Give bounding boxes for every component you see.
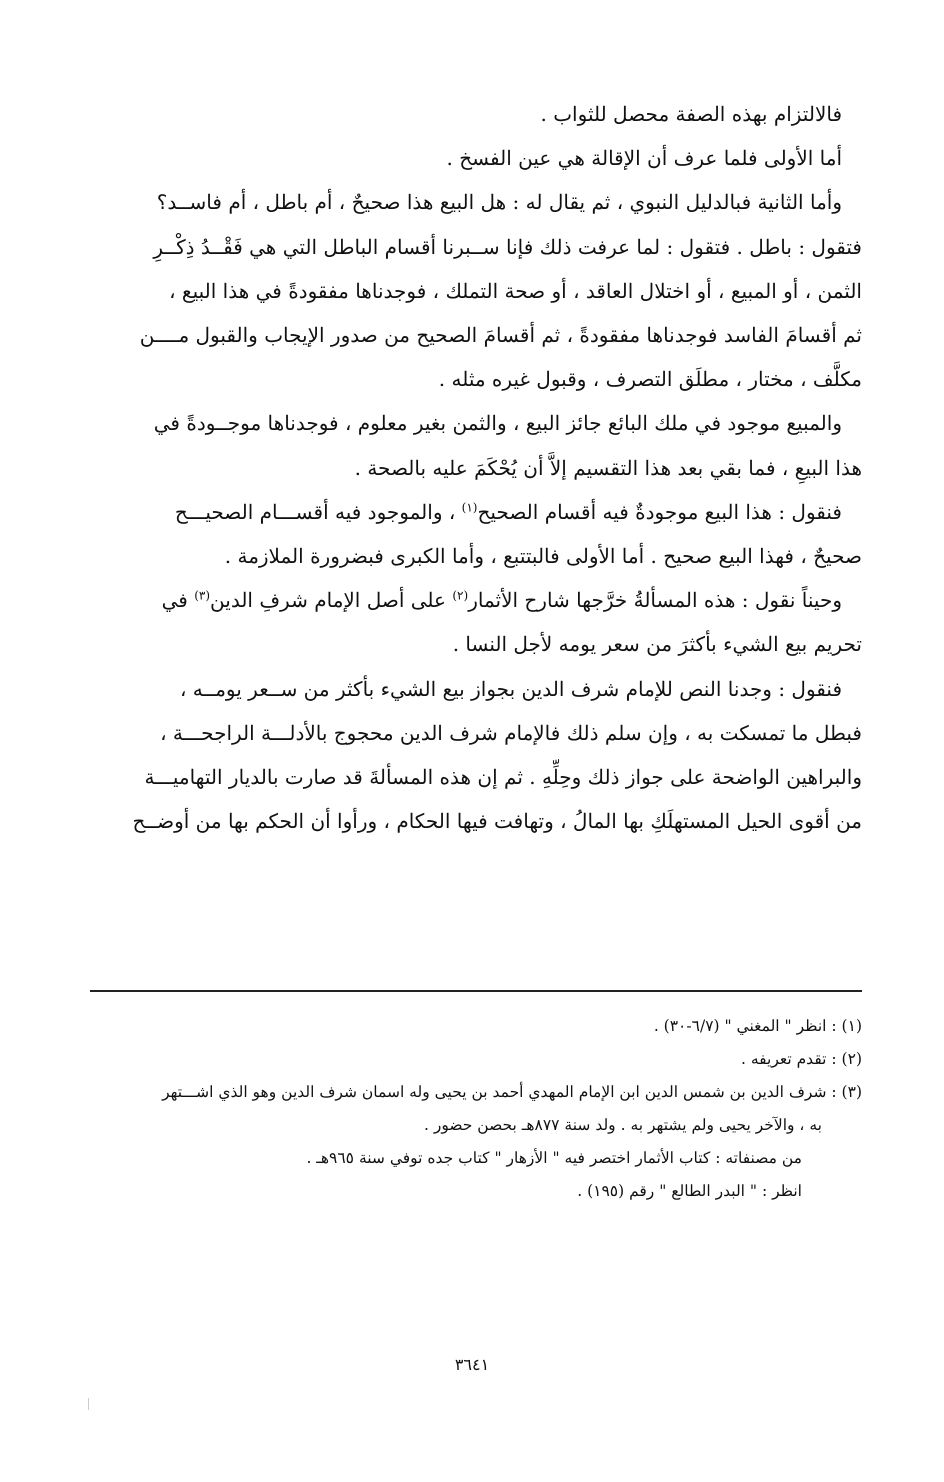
paragraph-line: صحيحٌ ، فهذا البيع صحيح . أما الأولى فالبتتبع ، وأما الكبرى فبضرورة الملازمة . bbox=[224, 544, 862, 569]
footnote-separator bbox=[90, 990, 862, 992]
paragraph-line: والمبيع موجود في ملك البائع جائز البيع ، والثمن بغير معلوم ، فوجدناها موجــودةً في bbox=[153, 411, 842, 436]
footnote-3-source: انظر : " البدر الطالع " رقم (١٩٥) . bbox=[577, 1182, 802, 1200]
text-span: على أصل الإمام شرفِ الدين bbox=[210, 588, 453, 613]
footnote-3-continued: به ، والآخر يحيى ولم يشتهر به . ولد سنة ٨٧٧هـ بحصن حضور . bbox=[424, 1116, 822, 1134]
paragraph-line: والبراهين الواضحة على جواز ذلك وحِلِّهِ . ثم إن هذه المسألةَ قد صارت بالديار التهاميـــة bbox=[144, 765, 862, 790]
paragraph-line bbox=[90, 490, 862, 534]
book-page bbox=[90, 92, 862, 1412]
paragraph-line: الثمن ، أو المبيع ، أو اختلال العاقد ، أو صحة التملك ، فوجدناها مفقودةً في هذا البيع ، bbox=[169, 278, 862, 303]
paragraph-line: هذا البيعِ ، فما بقي بعد هذا التقسيم إلاَّ أن يُحْكَمَ عليه بالصحة . bbox=[354, 455, 862, 480]
page-number: ٣٦٤١ bbox=[454, 1355, 490, 1374]
paragraph-line: فتقول : باطل . فتقول : لما عرفت ذلك فإنا ســبرنا أقسام الباطل التي هي فَقْــدُ ذِكْــرِ bbox=[153, 234, 862, 259]
paragraph-line bbox=[90, 578, 862, 622]
main-text bbox=[90, 92, 862, 843]
paragraph-line: تحريم بيع الشيء بأكثرَ من سعر يومه لأجل النسا . bbox=[452, 632, 862, 657]
footnote-3-works: من مصنفاته : كتاب الأثمار اختصر فيه " الأزهار " كتاب جده توفي سنة ٩٦٥هـ . bbox=[306, 1149, 802, 1167]
text-span: ، والموجود فيه أقســـام الصحيـــح bbox=[174, 499, 462, 524]
paragraph-line: فبطل ما تمسكت به ، وإن سلم ذلك فالإمام شرف الدين محجوج بالأدلـــة الراجحـــة ، bbox=[160, 720, 862, 745]
paragraph-line: فنقول : وجدنا النص للإمام شرف الدين بجواز بيع الشيء بأكثر من ســعر يومــه ، bbox=[179, 676, 842, 701]
text-span: وحيناً نقول : هذه المسألةُ خرَّجها شارح الأثمار bbox=[468, 588, 842, 613]
footnote-2: (٢) : تقدم تعريفه . bbox=[741, 1050, 862, 1068]
footnote-3: (٣) : شرف الدين بن شمس الدين ابن الإمام المهدي أحمد بن يحيى وله اسمان شرف الدين وهو الذي اشـــتهر bbox=[162, 1083, 862, 1101]
text-span: فنقول : هذا البيع موجودةٌ فيه أقسام الصحيح bbox=[477, 499, 842, 524]
paragraph-line: أما الأولى فلما عرف أن الإقالة هي عين الفسخ . bbox=[446, 146, 842, 171]
footnote-ref: (٣) bbox=[194, 588, 211, 603]
margin-mark bbox=[88, 1398, 89, 1410]
paragraph-line: مكلَّف ، مختار ، مطلَق التصرف ، وقبول غيره مثله . bbox=[438, 367, 862, 392]
paragraph-line: ثم أقسامَ الفاسد فوجدناها مفقودةً ، ثم أقسامَ الصحيح من صدور الإيجاب والقبول مــــن bbox=[139, 323, 862, 348]
footnote-1: (١) : انظر " المغني " (٦/٧-٣٠) . bbox=[653, 1017, 862, 1035]
footnote-ref: (٢) bbox=[452, 588, 469, 603]
footnotes bbox=[90, 1010, 862, 1208]
paragraph-line: فالالتزام بهذه الصفة محصل للثواب . bbox=[540, 102, 842, 126]
paragraph-line: من أقوى الحيل المستهلَكِ بها المالُ ، وتهافت فيها الحكام ، ورأوا أن الحكم بها من أوضــح bbox=[132, 809, 862, 834]
text-span: في bbox=[161, 588, 195, 613]
footnote-ref: (١) bbox=[461, 500, 478, 515]
paragraph-line: وأما الثانية فبالدليل النبوي ، ثم يقال له : هل البيع هذا صحيحٌ ، أم باطل ، أم فاســد؟ bbox=[156, 190, 842, 215]
